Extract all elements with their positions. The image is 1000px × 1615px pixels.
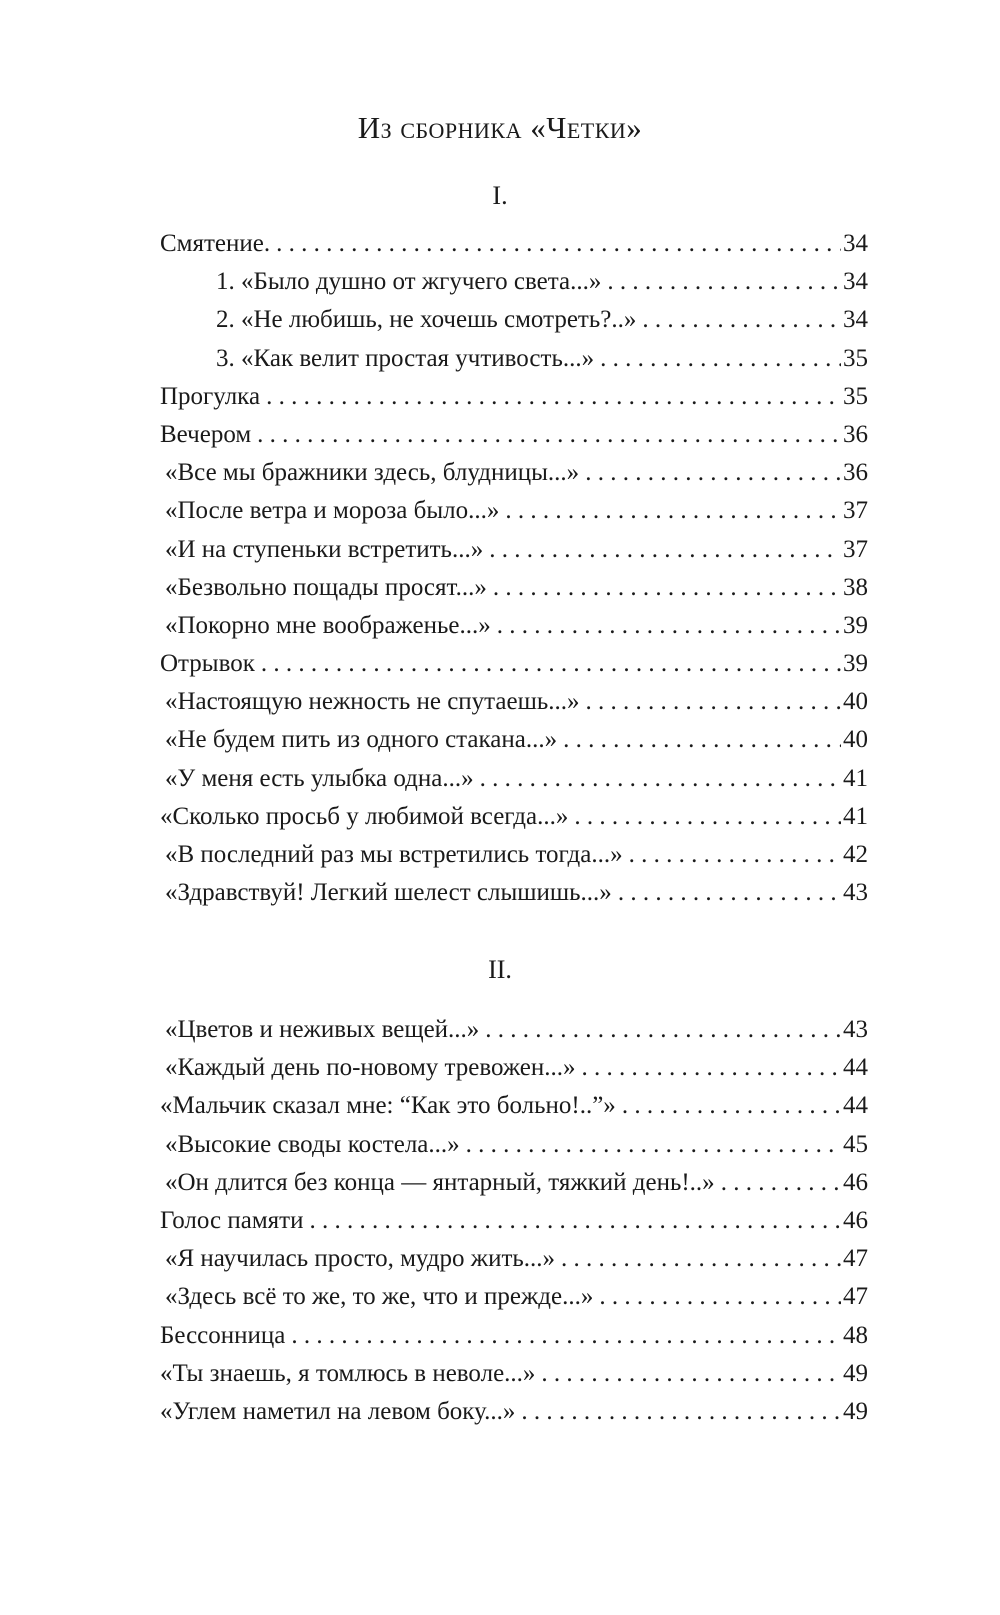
toc-entry — [160, 607, 868, 645]
toc-entry — [160, 1240, 868, 1278]
entry-title: Голос памяти — [160, 1206, 304, 1234]
dot-leader — [642, 301, 841, 339]
toc-entry — [160, 1278, 868, 1316]
toc-entry — [160, 645, 868, 683]
entry-page: 46 — [843, 1206, 868, 1234]
entry-title: 1. «Было душно от жгучего света...» — [216, 268, 602, 296]
dot-leader — [561, 1240, 841, 1278]
entry-title: Прогулка — [160, 382, 261, 410]
entry-page: 44 — [843, 1092, 868, 1120]
toc-entry — [160, 1202, 868, 1240]
dot-leader — [466, 1126, 841, 1164]
dot-leader — [622, 1087, 841, 1125]
dot-leader — [600, 340, 841, 378]
entry-page: 37 — [843, 497, 868, 525]
entry-page: 42 — [843, 841, 868, 868]
entry-page: 34 — [843, 230, 868, 257]
toc-entry — [160, 1355, 868, 1393]
dot-leader — [585, 454, 841, 492]
dot-leader — [599, 1278, 841, 1316]
dot-leader — [489, 531, 841, 569]
dot-leader — [541, 1355, 841, 1393]
entry-page: 40 — [843, 726, 868, 754]
toc-entry — [160, 569, 868, 607]
entry-page: 38 — [843, 573, 868, 601]
entry-title: «Все мы бражники здесь, блудницы...» — [165, 459, 580, 487]
toc-section-2 — [160, 1011, 868, 1431]
dot-leader — [493, 569, 841, 607]
entry-title: «Здравствуй! Легкий шелест слышишь...» — [165, 879, 612, 907]
dot-leader — [618, 874, 841, 912]
entry-title: «Настоящую нежность не спутаешь...» — [165, 688, 580, 716]
toc-entry — [160, 340, 868, 378]
entry-page: 35 — [843, 382, 868, 410]
dot-leader — [629, 836, 841, 874]
entry-title: «И на ступеньки встретить...» — [165, 535, 484, 563]
entry-page: 39 — [843, 650, 868, 678]
entry-title: «В последний раз мы встретились тогда...» — [165, 841, 623, 868]
entry-title: Бессонница — [160, 1321, 286, 1349]
toc-entry — [160, 416, 868, 454]
entry-page: 43 — [843, 1016, 868, 1043]
entry-title: «Высокие своды костела...» — [165, 1130, 460, 1158]
entry-title: «Каждый день по-новому тревожен...» — [165, 1054, 576, 1082]
entry-page: 48 — [843, 1321, 868, 1349]
entry-title: «Ты знаешь, я томлюсь в неволе...» — [160, 1359, 536, 1387]
entry-page: 37 — [843, 535, 868, 563]
toc-entry — [160, 1049, 868, 1087]
dot-leader — [309, 1202, 841, 1240]
dot-leader — [521, 1393, 841, 1431]
toc-entry — [160, 1087, 868, 1125]
entry-title: Смятение. — [160, 230, 271, 257]
entry-page: 49 — [843, 1397, 868, 1425]
dot-leader — [276, 225, 841, 263]
dot-leader — [574, 798, 841, 836]
toc-entry — [160, 378, 868, 416]
toc-entry — [160, 225, 868, 263]
entry-title: «После ветра и мороза было...» — [165, 497, 500, 525]
toc-entry — [160, 263, 868, 301]
entry-title: «Не будем пить из одного стакана...» — [165, 726, 558, 754]
entry-page: 36 — [843, 420, 868, 448]
dot-leader — [257, 416, 841, 454]
dot-leader — [607, 263, 841, 301]
toc-entry — [160, 454, 868, 492]
entry-title: «Цветов и неживых вещей...» — [165, 1016, 480, 1043]
entry-page: 43 — [843, 879, 868, 907]
entry-title: Отрывок — [160, 650, 255, 678]
entry-title: 3. «Как велит простая учтивость...» — [216, 344, 595, 372]
dot-leader — [480, 760, 841, 798]
entry-title: 2. «Не любишь, не хочешь смотреть?..» — [216, 306, 637, 334]
toc-entry — [160, 1164, 868, 1202]
dot-leader — [586, 683, 842, 721]
toc-entry — [160, 874, 868, 912]
dot-leader — [582, 1049, 841, 1087]
entry-page: 49 — [843, 1359, 868, 1387]
entry-page: 36 — [843, 459, 868, 487]
entry-page: 41 — [843, 802, 868, 830]
section-heading-1: I. — [492, 181, 508, 210]
entry-page: 35 — [843, 344, 868, 372]
toc-entry — [160, 798, 868, 836]
entry-title: «Он длится без конца — янтарный, тяжкий день!..» — [165, 1168, 715, 1196]
entry-page: 39 — [843, 611, 868, 639]
dot-leader — [485, 1011, 841, 1049]
toc-entry — [160, 721, 868, 759]
entry-page: 34 — [843, 306, 868, 334]
dot-leader — [721, 1164, 841, 1202]
dot-leader — [505, 492, 841, 530]
entry-title: Вечером — [160, 420, 252, 448]
toc-entry — [160, 1393, 868, 1431]
entry-page: 45 — [843, 1130, 868, 1158]
entry-page: 40 — [843, 688, 868, 716]
entry-title: «У меня есть улыбка одна...» — [165, 764, 474, 792]
toc-entry — [160, 760, 868, 798]
entry-title: «Здесь всё то же, то же, что и прежде...» — [165, 1283, 594, 1311]
section-heading-2: II. — [488, 955, 512, 984]
entry-title: «Покорно мне воображенье...» — [165, 611, 491, 639]
toc-entry — [160, 531, 868, 569]
entry-page: 44 — [843, 1054, 868, 1082]
toc-entry — [160, 1317, 868, 1355]
entry-page: 47 — [843, 1245, 868, 1273]
entry-title: «Сколько просьб у любимой всегда...» — [160, 802, 569, 830]
toc-entry — [160, 683, 868, 721]
collection-title: Из сборника «Четки» — [357, 110, 643, 145]
dot-leader — [261, 645, 841, 683]
entry-title: «Мальчик сказал мне: “Как это больно!..”» — [160, 1092, 616, 1120]
dot-leader — [266, 378, 841, 416]
toc-entry — [160, 836, 868, 874]
entry-page: 41 — [843, 764, 868, 792]
toc-entry — [160, 1126, 868, 1164]
entry-title: «Углем наметил на левом боку...» — [160, 1397, 516, 1425]
dot-leader — [497, 607, 841, 645]
toc-section-1 — [160, 225, 868, 912]
dot-leader — [563, 721, 841, 759]
entry-title: «Безвольно пощады просят...» — [165, 573, 487, 601]
entry-page: 34 — [843, 268, 868, 296]
entry-title: «Я научилась просто, мудро жить...» — [165, 1245, 556, 1273]
entry-page: 47 — [843, 1283, 868, 1311]
toc-entry — [160, 492, 868, 530]
toc-entry — [160, 301, 868, 339]
dot-leader — [291, 1317, 841, 1355]
toc-entry — [160, 1011, 868, 1049]
entry-page: 46 — [843, 1168, 868, 1196]
